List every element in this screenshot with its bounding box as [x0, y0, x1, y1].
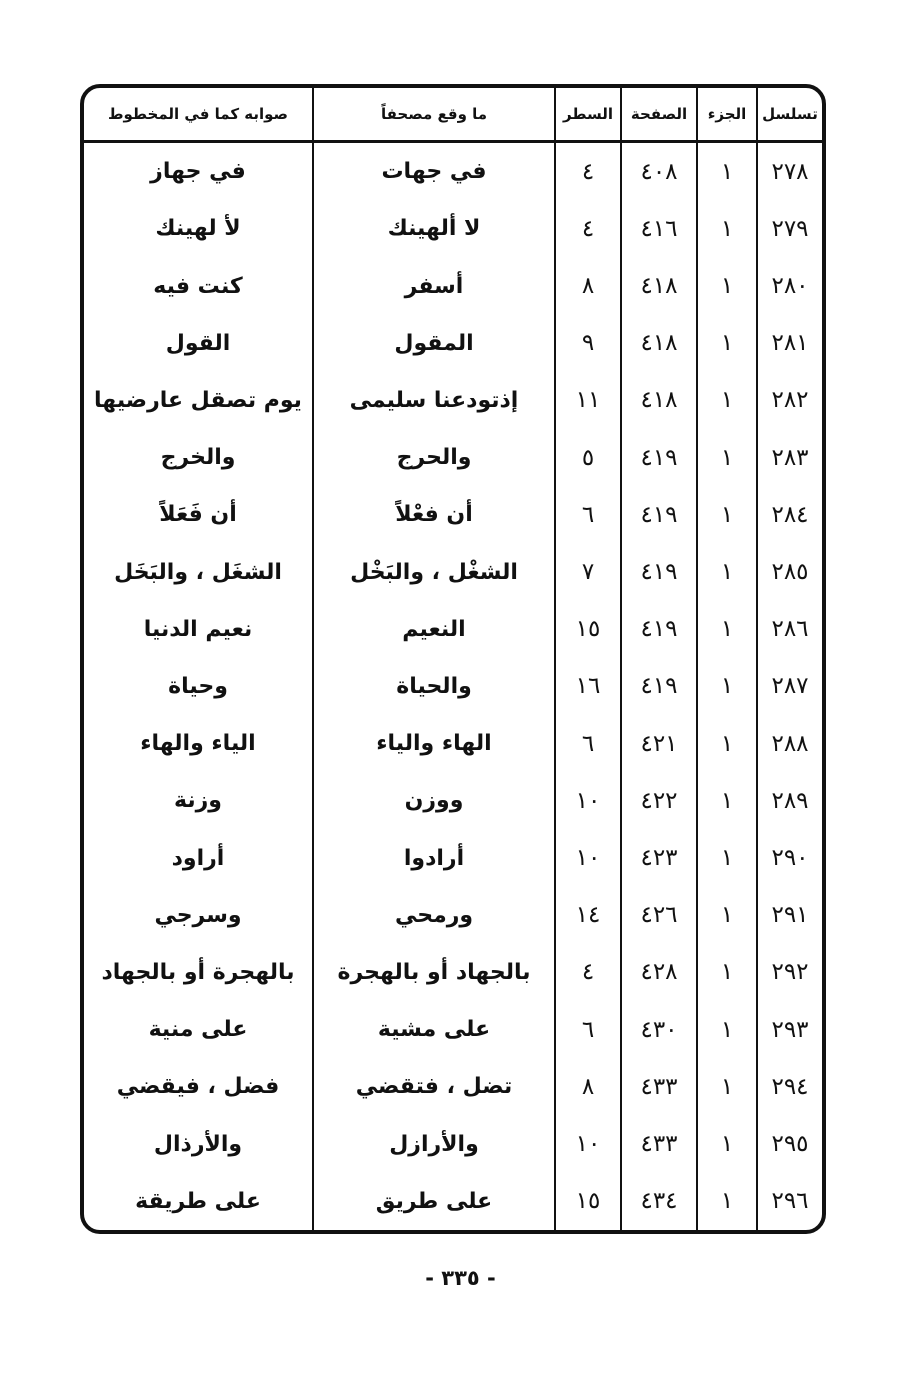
table-row [84, 715, 822, 772]
cell-part: ١ [697, 142, 757, 201]
table-row [84, 772, 822, 829]
cell-line: ١٥ [555, 1173, 621, 1230]
cell-page: ٤١٨ [621, 257, 697, 314]
cell-right: الشغَل ، والبَخَل [114, 559, 282, 585]
cell-right: يوم تصقل عارضيها [94, 387, 302, 413]
cell-right: وحياة [168, 673, 228, 699]
table-row [84, 257, 822, 314]
cell-part: ١ [697, 372, 757, 429]
cell-serial: ٢٨٤ [757, 486, 822, 543]
table-header-row [84, 88, 822, 142]
cell-right: أراود [171, 845, 225, 871]
cell-wrong: أن فعْلاً [313, 486, 555, 543]
cell-line: ١٠ [555, 1115, 621, 1172]
cell-page: ٤١٨ [621, 372, 697, 429]
cell-right: في جهاز [150, 159, 246, 185]
table-row [84, 887, 822, 944]
cell-wrong: والأرازل [313, 1115, 555, 1172]
cell-line: ٦ [555, 486, 621, 543]
cell-part: ١ [697, 944, 757, 1001]
cell-serial: ٢٨٥ [757, 543, 822, 600]
cell-right: والخرج [160, 445, 236, 471]
cell-right: أن فَعَلاً [159, 502, 237, 528]
cell-wrong: على مشية [313, 1001, 555, 1058]
cell-part: ١ [697, 1173, 757, 1230]
cell-right: القول [165, 330, 231, 356]
cell-serial: ٢٩٥ [757, 1115, 822, 1172]
header-part: الجزء [697, 88, 757, 142]
cell-part: ١ [697, 543, 757, 600]
cell-page: ٤١٩ [621, 601, 697, 658]
cell-right: فضل ، فيقضي [116, 1074, 280, 1100]
table-row [84, 142, 822, 201]
table-row [84, 1115, 822, 1172]
cell-line: ٤ [555, 142, 621, 201]
cell-wrong: أسفر [313, 257, 555, 314]
table-row [84, 315, 822, 372]
cell-right: وسرجي [154, 902, 242, 928]
cell-page: ٤٣٤ [621, 1173, 697, 1230]
header-page: الصفحة [621, 88, 697, 142]
cell-serial: ٢٧٩ [757, 200, 822, 257]
cell-part: ١ [697, 887, 757, 944]
cell-page: ٤١٩ [621, 429, 697, 486]
cell-serial: ٢٨١ [757, 315, 822, 372]
cell-line: ١٦ [555, 658, 621, 715]
cell-serial: ٢٨٠ [757, 257, 822, 314]
cell-right: لأ لهينك [155, 216, 241, 242]
cell-serial: ٢٩٣ [757, 1001, 822, 1058]
table-row [84, 658, 822, 715]
cell-page: ٤٢٣ [621, 829, 697, 886]
cell-page: ٤٣٣ [621, 1058, 697, 1115]
cell-page: ٤١٩ [621, 486, 697, 543]
cell-part: ١ [697, 486, 757, 543]
cell-serial: ٢٨٣ [757, 429, 822, 486]
cell-page: ٤٢٨ [621, 944, 697, 1001]
page-number: - ٣٣٥ - [425, 1266, 496, 1290]
cell-wrong: على طريق [313, 1173, 555, 1230]
cell-line: ٧ [555, 543, 621, 600]
cell-part: ١ [697, 257, 757, 314]
cell-part: ١ [697, 658, 757, 715]
cell-serial: ٢٩٤ [757, 1058, 822, 1115]
cell-line: ٦ [555, 1001, 621, 1058]
table-row [84, 601, 822, 658]
cell-wrong: الشغْل ، والبَخْل [313, 543, 555, 600]
cell-serial: ٢٩٠ [757, 829, 822, 886]
cell-serial: ٢٩٢ [757, 944, 822, 1001]
cell-line: ١٠ [555, 772, 621, 829]
cell-page: ٤٢١ [621, 715, 697, 772]
cell-right: وزنة [174, 788, 222, 814]
cell-wrong: النعيم [313, 601, 555, 658]
cell-part: ١ [697, 429, 757, 486]
cell-wrong: والحرج [313, 429, 555, 486]
corrections-table [84, 88, 822, 1230]
table-row [84, 829, 822, 886]
cell-line: ٨ [555, 257, 621, 314]
cell-serial: ٢٩٦ [757, 1173, 822, 1230]
cell-part: ١ [697, 829, 757, 886]
cell-right: كنت فيه [153, 273, 243, 299]
table-row [84, 429, 822, 486]
cell-wrong: تضل ، فتقضي [313, 1058, 555, 1115]
cell-part: ١ [697, 601, 757, 658]
cell-part: ١ [697, 715, 757, 772]
cell-page: ٤٣٣ [621, 1115, 697, 1172]
cell-page: ٤٢٦ [621, 887, 697, 944]
cell-part: ١ [697, 200, 757, 257]
cell-page: ٤٢٢ [621, 772, 697, 829]
cell-page: ٤١٦ [621, 200, 697, 257]
cell-serial: ٢٨٩ [757, 772, 822, 829]
cell-page: ٤٠٨ [621, 142, 697, 201]
cell-part: ١ [697, 1001, 757, 1058]
cell-wrong: ورمحي [313, 887, 555, 944]
table-row [84, 372, 822, 429]
cell-wrong: ووزن [313, 772, 555, 829]
cell-serial: ٢٩١ [757, 887, 822, 944]
cell-line: ٤ [555, 200, 621, 257]
cell-wrong: إذتودعنا سليمى [313, 372, 555, 429]
cell-serial: ٢٨٦ [757, 601, 822, 658]
cell-wrong: لا ألهينك [313, 200, 555, 257]
cell-line: ١٤ [555, 887, 621, 944]
cell-line: ٦ [555, 715, 621, 772]
cell-part: ١ [697, 1115, 757, 1172]
cell-line: ٥ [555, 429, 621, 486]
cell-wrong: والحياة [313, 658, 555, 715]
cell-line: ٨ [555, 1058, 621, 1115]
cell-line: ١٥ [555, 601, 621, 658]
cell-serial: ٢٨٨ [757, 715, 822, 772]
cell-line: ١٠ [555, 829, 621, 886]
table-row [84, 1001, 822, 1058]
cell-line: ٩ [555, 315, 621, 372]
header-wrong: ما وقع مصحفاً [313, 88, 555, 142]
cell-page: ٤٣٠ [621, 1001, 697, 1058]
cell-page: ٤١٨ [621, 315, 697, 372]
cell-page: ٤١٩ [621, 543, 697, 600]
cell-serial: ٢٧٨ [757, 142, 822, 201]
corrections-table-frame [80, 84, 826, 1234]
cell-wrong: أرادوا [313, 829, 555, 886]
cell-wrong: بالجهاد أو بالهجرة [313, 944, 555, 1001]
cell-wrong: المقول [313, 315, 555, 372]
header-line: السطر [555, 88, 621, 142]
header-serial: تسلسل [757, 88, 822, 142]
cell-part: ١ [697, 772, 757, 829]
cell-line: ٤ [555, 944, 621, 1001]
cell-right: بالهجرة أو بالجهاد [101, 959, 295, 985]
table-row [84, 1173, 822, 1230]
cell-serial: ٢٨٧ [757, 658, 822, 715]
table-body [84, 142, 822, 1231]
table-row [84, 1058, 822, 1115]
cell-wrong: في جهات [313, 142, 555, 201]
cell-right: نعيم الدنيا [143, 616, 253, 642]
header-right: صوابه كما في المخطوط [84, 88, 313, 142]
table-row [84, 486, 822, 543]
cell-right: والأرذال [153, 1131, 243, 1157]
cell-part: ١ [697, 315, 757, 372]
cell-right: على طريقة [135, 1188, 261, 1214]
cell-wrong: الهاء والياء [313, 715, 555, 772]
table-row [84, 200, 822, 257]
cell-page: ٤١٩ [621, 658, 697, 715]
table-row [84, 543, 822, 600]
table-row [84, 944, 822, 1001]
cell-part: ١ [697, 1058, 757, 1115]
cell-right: الياء والهاء [140, 731, 256, 757]
cell-right: على منية [148, 1017, 248, 1043]
cell-line: ١١ [555, 372, 621, 429]
cell-serial: ٢٨٢ [757, 372, 822, 429]
